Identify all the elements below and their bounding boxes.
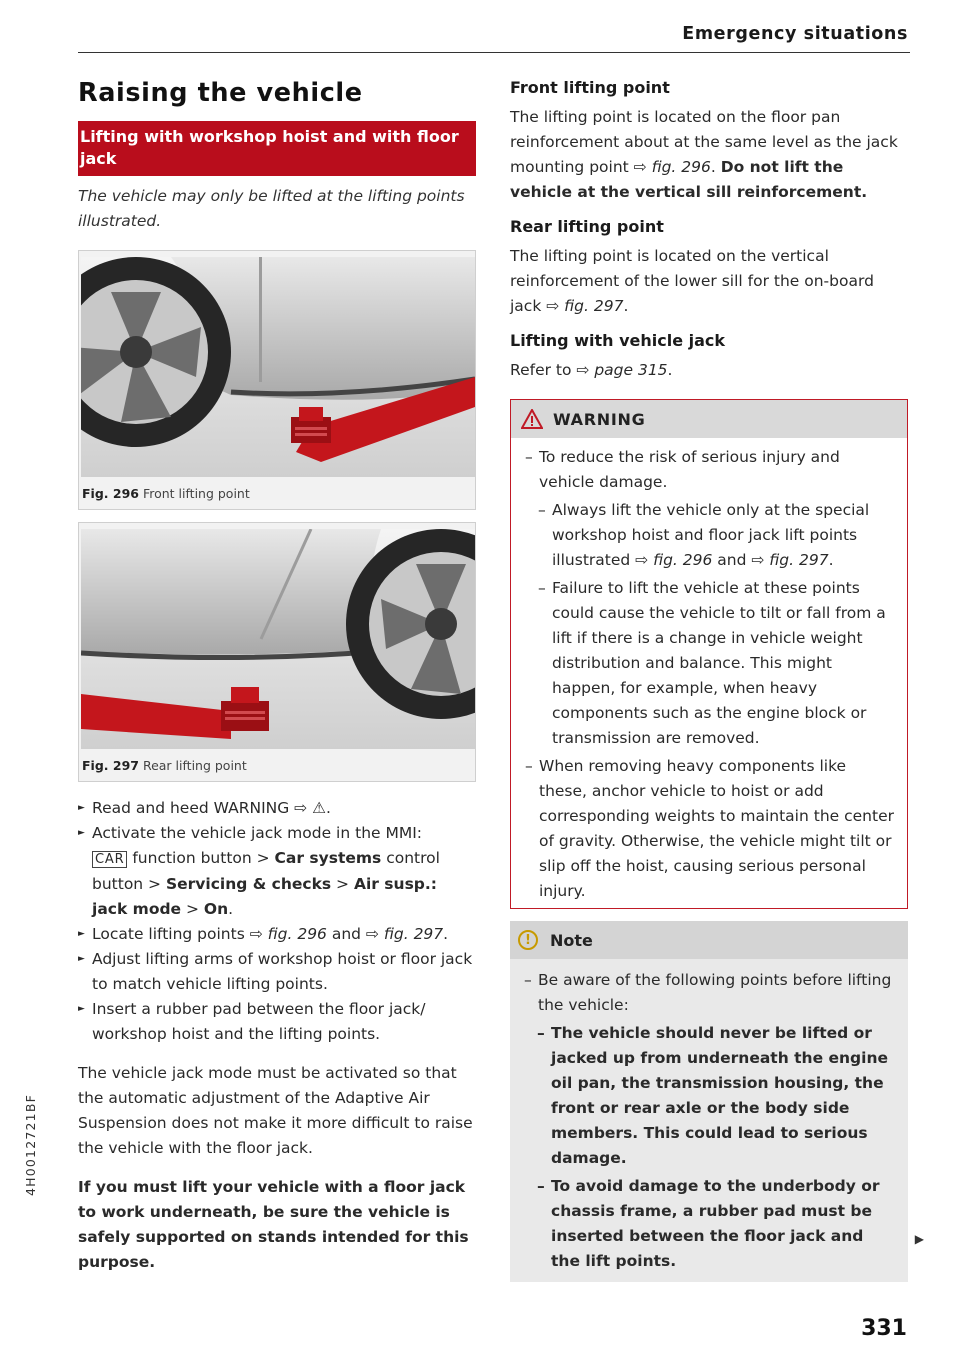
front-lifting-text xyxy=(510,105,908,205)
warning-subitem xyxy=(525,498,895,573)
rear-lifting-point-illustration xyxy=(81,529,475,749)
step-read-warning xyxy=(78,796,476,821)
intro-text: The vehicle may only be lifted at the lifting points illustrated. xyxy=(78,187,465,230)
front-lifting-point-illustration xyxy=(81,257,475,477)
step-adjust-arms: ► Adjust lifting arms of workshop hoist or floor jack to match vehicle lifting points. xyxy=(78,947,476,997)
jack-mode-paragraph: The vehicle jack mode must be activated so that the automatic adjustment of the Adaptive Air Suspension does not make it more difficult to raise the vehicle with the floor jack. xyxy=(78,1064,473,1157)
note-subitem: – To avoid damage to the underbody or chassis frame, a rubber pad must be inserted between the floor jack and the lift points. xyxy=(524,1174,894,1274)
warning-subitem: – Failure to lift the vehicle at these points could cause the vehicle to tilt or fall from a lift if there is a change in vehicle weight distribution and balance. This might happen, for example, when heavy components such as the engine block or transmission are removed. xyxy=(525,576,895,751)
car-key: CAR xyxy=(92,851,127,868)
section-heading: Raising the vehicle xyxy=(78,78,363,108)
procedure-steps xyxy=(78,796,476,1047)
figure-297-label: Fig. 297 xyxy=(82,758,139,773)
warning-triangle-icon xyxy=(521,409,543,429)
warning-triangle-icon: ⚠ xyxy=(312,799,326,817)
vehicle-jack-heading: Lifting with vehicle jack xyxy=(510,331,726,350)
left-column xyxy=(78,72,476,1275)
subsection-banner: Lifting with workshop hoist and with floor jack xyxy=(78,121,476,176)
figure-297-caption-text: Rear lifting point xyxy=(142,758,247,773)
vehicle-jack-text xyxy=(510,358,908,383)
note-subitem: – The vehicle should never be lifted or jacked up from underneath the engine oil pan, the transmission housing, the front or rear axle or the body side members. This could lead to serious damage. xyxy=(524,1021,894,1171)
warning-header xyxy=(511,400,907,438)
note-info-icon: ! xyxy=(518,930,538,950)
step-3-text: Locate lifting points ⇨ xyxy=(92,925,268,943)
front-text-bold: Do not lift the vehicle at the vertical sill reinforcement. xyxy=(510,158,868,201)
step-2-part-h: > xyxy=(181,900,204,918)
step-2-text: Activate the vehicle jack mode in the MMI: xyxy=(92,824,423,842)
step-2-end: . xyxy=(228,900,234,918)
front-fig-link[interactable]: fig. 296 xyxy=(651,158,711,176)
figure-297-caption xyxy=(81,758,473,773)
step-2-air-susp: Air susp.: jack mode xyxy=(92,875,437,918)
document-code: 4H0012721BF xyxy=(23,1094,38,1196)
step-locate-lifting-points xyxy=(78,922,476,947)
hub xyxy=(120,336,152,368)
front-text-3: . xyxy=(710,158,721,176)
front-lifting-heading: Front lifting point xyxy=(510,78,670,97)
jack-text-1: Refer to ⇨ xyxy=(510,361,595,379)
step-3-end: . xyxy=(443,925,449,943)
rear-text-3: . xyxy=(623,297,629,315)
lift-pad-top xyxy=(231,687,259,703)
warning-fig-297-link[interactable]: fig. 297 xyxy=(769,551,829,569)
door-seam xyxy=(259,257,262,382)
warning-l2-and: and ⇨ xyxy=(712,551,770,569)
front-text-1: The lifting point is located on the floor pan reinforcement about at the same level as the jack mounting point ⇨ xyxy=(510,108,898,176)
note-body xyxy=(510,959,908,1282)
note-title: Note xyxy=(550,930,593,950)
warning-item: – To reduce the risk of serious injury and vehicle damage. xyxy=(525,445,895,495)
page-number: 331 xyxy=(861,1316,907,1341)
step-insert-pad: ► Insert a rubber pad between the floor jack/ workshop hoist and the lifting points. xyxy=(78,997,476,1047)
step-2-servicing: Servicing & checks xyxy=(165,875,332,893)
running-header: Emergency situations xyxy=(682,24,908,44)
step-1-text: Read and heed WARNING ⇨ xyxy=(92,799,313,817)
warning-box xyxy=(510,399,908,909)
warning-l2-text: Always lift the vehicle only at the special workshop hoist and floor jack lift points illustrated ⇨ xyxy=(552,501,870,569)
figure-296 xyxy=(78,250,476,510)
figure-296-label: Fig. 296 xyxy=(82,486,139,501)
right-column xyxy=(510,72,908,1282)
safety-paragraph: If you must lift your vehicle with a floor jack to work underneath, be sure the vehicle is safely supported on stands intended for this purpose. xyxy=(78,1178,469,1271)
fig-296-link[interactable]: fig. 296 xyxy=(267,925,327,943)
rear-fig-link[interactable]: fig. 297 xyxy=(564,297,624,315)
rear-lifting-heading: Rear lifting point xyxy=(510,217,664,236)
lift-pad-top xyxy=(299,407,323,421)
warning-fig-296-link[interactable]: fig. 296 xyxy=(653,551,713,569)
step-2-part-b: function button > xyxy=(127,849,275,867)
step-3-and: and ⇨ xyxy=(326,925,384,943)
step-2-part-d: control button > xyxy=(92,849,440,893)
step-activate-jack-mode xyxy=(78,821,476,922)
note-header xyxy=(510,921,908,959)
note-item: – Be aware of the following points before lifting the vehicle: xyxy=(524,968,894,1018)
note-box xyxy=(510,921,908,1282)
fig-297-link[interactable]: fig. 297 xyxy=(383,925,444,943)
continue-arrow-icon: ▶ xyxy=(914,1232,924,1246)
warning-body xyxy=(511,438,907,908)
step-1-end: . xyxy=(326,799,331,817)
figure-296-caption xyxy=(81,486,473,501)
rear-lifting-text xyxy=(510,244,908,319)
jack-text-3: . xyxy=(667,361,673,379)
figure-297 xyxy=(78,522,476,782)
warning-item: – When removing heavy components like these, anchor vehicle to hoist or add corresponding weights to maintain the center of gravity. Otherwise, the vehicle might tilt or slip off the hoist, causing serious personal injury. xyxy=(525,754,895,904)
page-315-link[interactable]: page 315 xyxy=(594,361,668,379)
step-2-on: On xyxy=(203,900,229,918)
lift-pad-base xyxy=(221,701,269,731)
figure-296-caption-text: Front lifting point xyxy=(142,486,250,501)
header-divider xyxy=(78,52,910,53)
step-2-car-systems: Car systems xyxy=(274,849,382,867)
rear-text-1: The lifting point is located on the vertical reinforcement of the lower sill for the on-board jack ⇨ xyxy=(510,247,874,315)
car-body xyxy=(81,529,381,655)
step-2-part-f: > xyxy=(331,875,354,893)
warning-title: WARNING xyxy=(553,409,646,429)
hub xyxy=(425,608,457,640)
warning-l2-end: . xyxy=(828,551,834,569)
